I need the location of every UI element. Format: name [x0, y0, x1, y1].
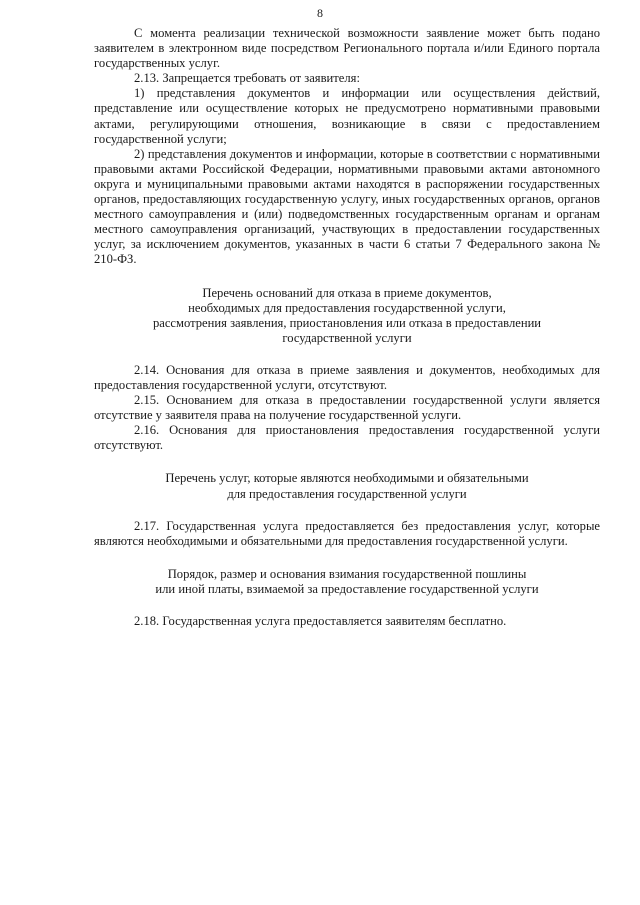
paragraph-2-13-item-2: 2) представления документов и информации, которые в соответствии с нормативными правовыми актами Российской Федерации, нормативными правовыми актами автономного округа и муниципальными правовыми актами находятся в распоряжении государственных органов, предоставляющих государственную услугу, иных государственных органов, органов местного самоуправления и (или) подведомственных государственным органам и органам местного самоуправления организаций, участвующих в предоставлении государственных услуг, за исключением документов, указанных в части 6 статьи 7 Федерального закона № 210-ФЗ.	[94, 146, 600, 267]
section-heading-services	[94, 471, 600, 501]
section-heading-fee	[94, 567, 600, 597]
heading-line: Перечень услуг, которые являются необходимыми и обязательными	[165, 471, 529, 486]
page-number: 8	[317, 6, 323, 20]
heading-line: Перечень оснований для отказа в приеме документов,	[202, 285, 492, 300]
paragraph-2-18: 2.18. Государственная услуга предоставляется заявителям бесплатно.	[134, 614, 507, 628]
paragraph-2-13: 2.13. Запрещается требовать от заявителя:	[134, 71, 360, 86]
paragraph-2-17: 2.17. Государственная услуга предоставляется без предоставления услуг, которые являются необходимыми и обязательными для предоставления государственной услуги.	[94, 518, 600, 548]
paragraph-2-14: 2.14. Основания для отказа в приеме заявления и документов, необходимых для предоставления государственной услуги, отсутствуют.	[94, 362, 600, 392]
heading-line: или иной платы, взимаемой за предоставление государственной услуги	[155, 581, 539, 596]
paragraph-2-16: 2.16. Основания для приостановления предоставления государственной услуги отсутствуют.	[94, 423, 600, 453]
paragraph-2-13-item-1: 1) представления документов и информации или осуществления действий, представление или осуществление которых не предусмотрено нормативными правовыми актами, регулирующими отношения, возникающие в связи с предоставлением государственной услуги;	[94, 86, 600, 146]
section-body-fee	[94, 614, 600, 629]
heading-line: необходимых для предоставления государственной услуги,	[188, 300, 506, 315]
paragraph-2-15: 2.15. Основанием для отказа в предоставлении государственной услуги является отсутствие у заявителя права на получение государственной услуги.	[94, 393, 600, 423]
paragraph-electronic-submission: С момента реализации технической возможности заявление может быть подано заявителем в электронном виде посредством Регионального портала и/или Единого портала государственных услуг.	[94, 26, 600, 71]
section-body-refusal	[94, 363, 600, 454]
heading-line: рассмотрения заявления, приостановления или отказа в предоставлении	[152, 315, 542, 330]
section-heading-refusal	[94, 286, 600, 346]
document-body	[94, 26, 600, 629]
heading-line: Порядок, размер и основания взимания государственной пошлины	[167, 566, 527, 581]
section-body-services	[94, 519, 600, 549]
heading-line: для предоставления государственной услуги	[227, 486, 467, 501]
heading-line: государственной услуги	[282, 330, 412, 345]
